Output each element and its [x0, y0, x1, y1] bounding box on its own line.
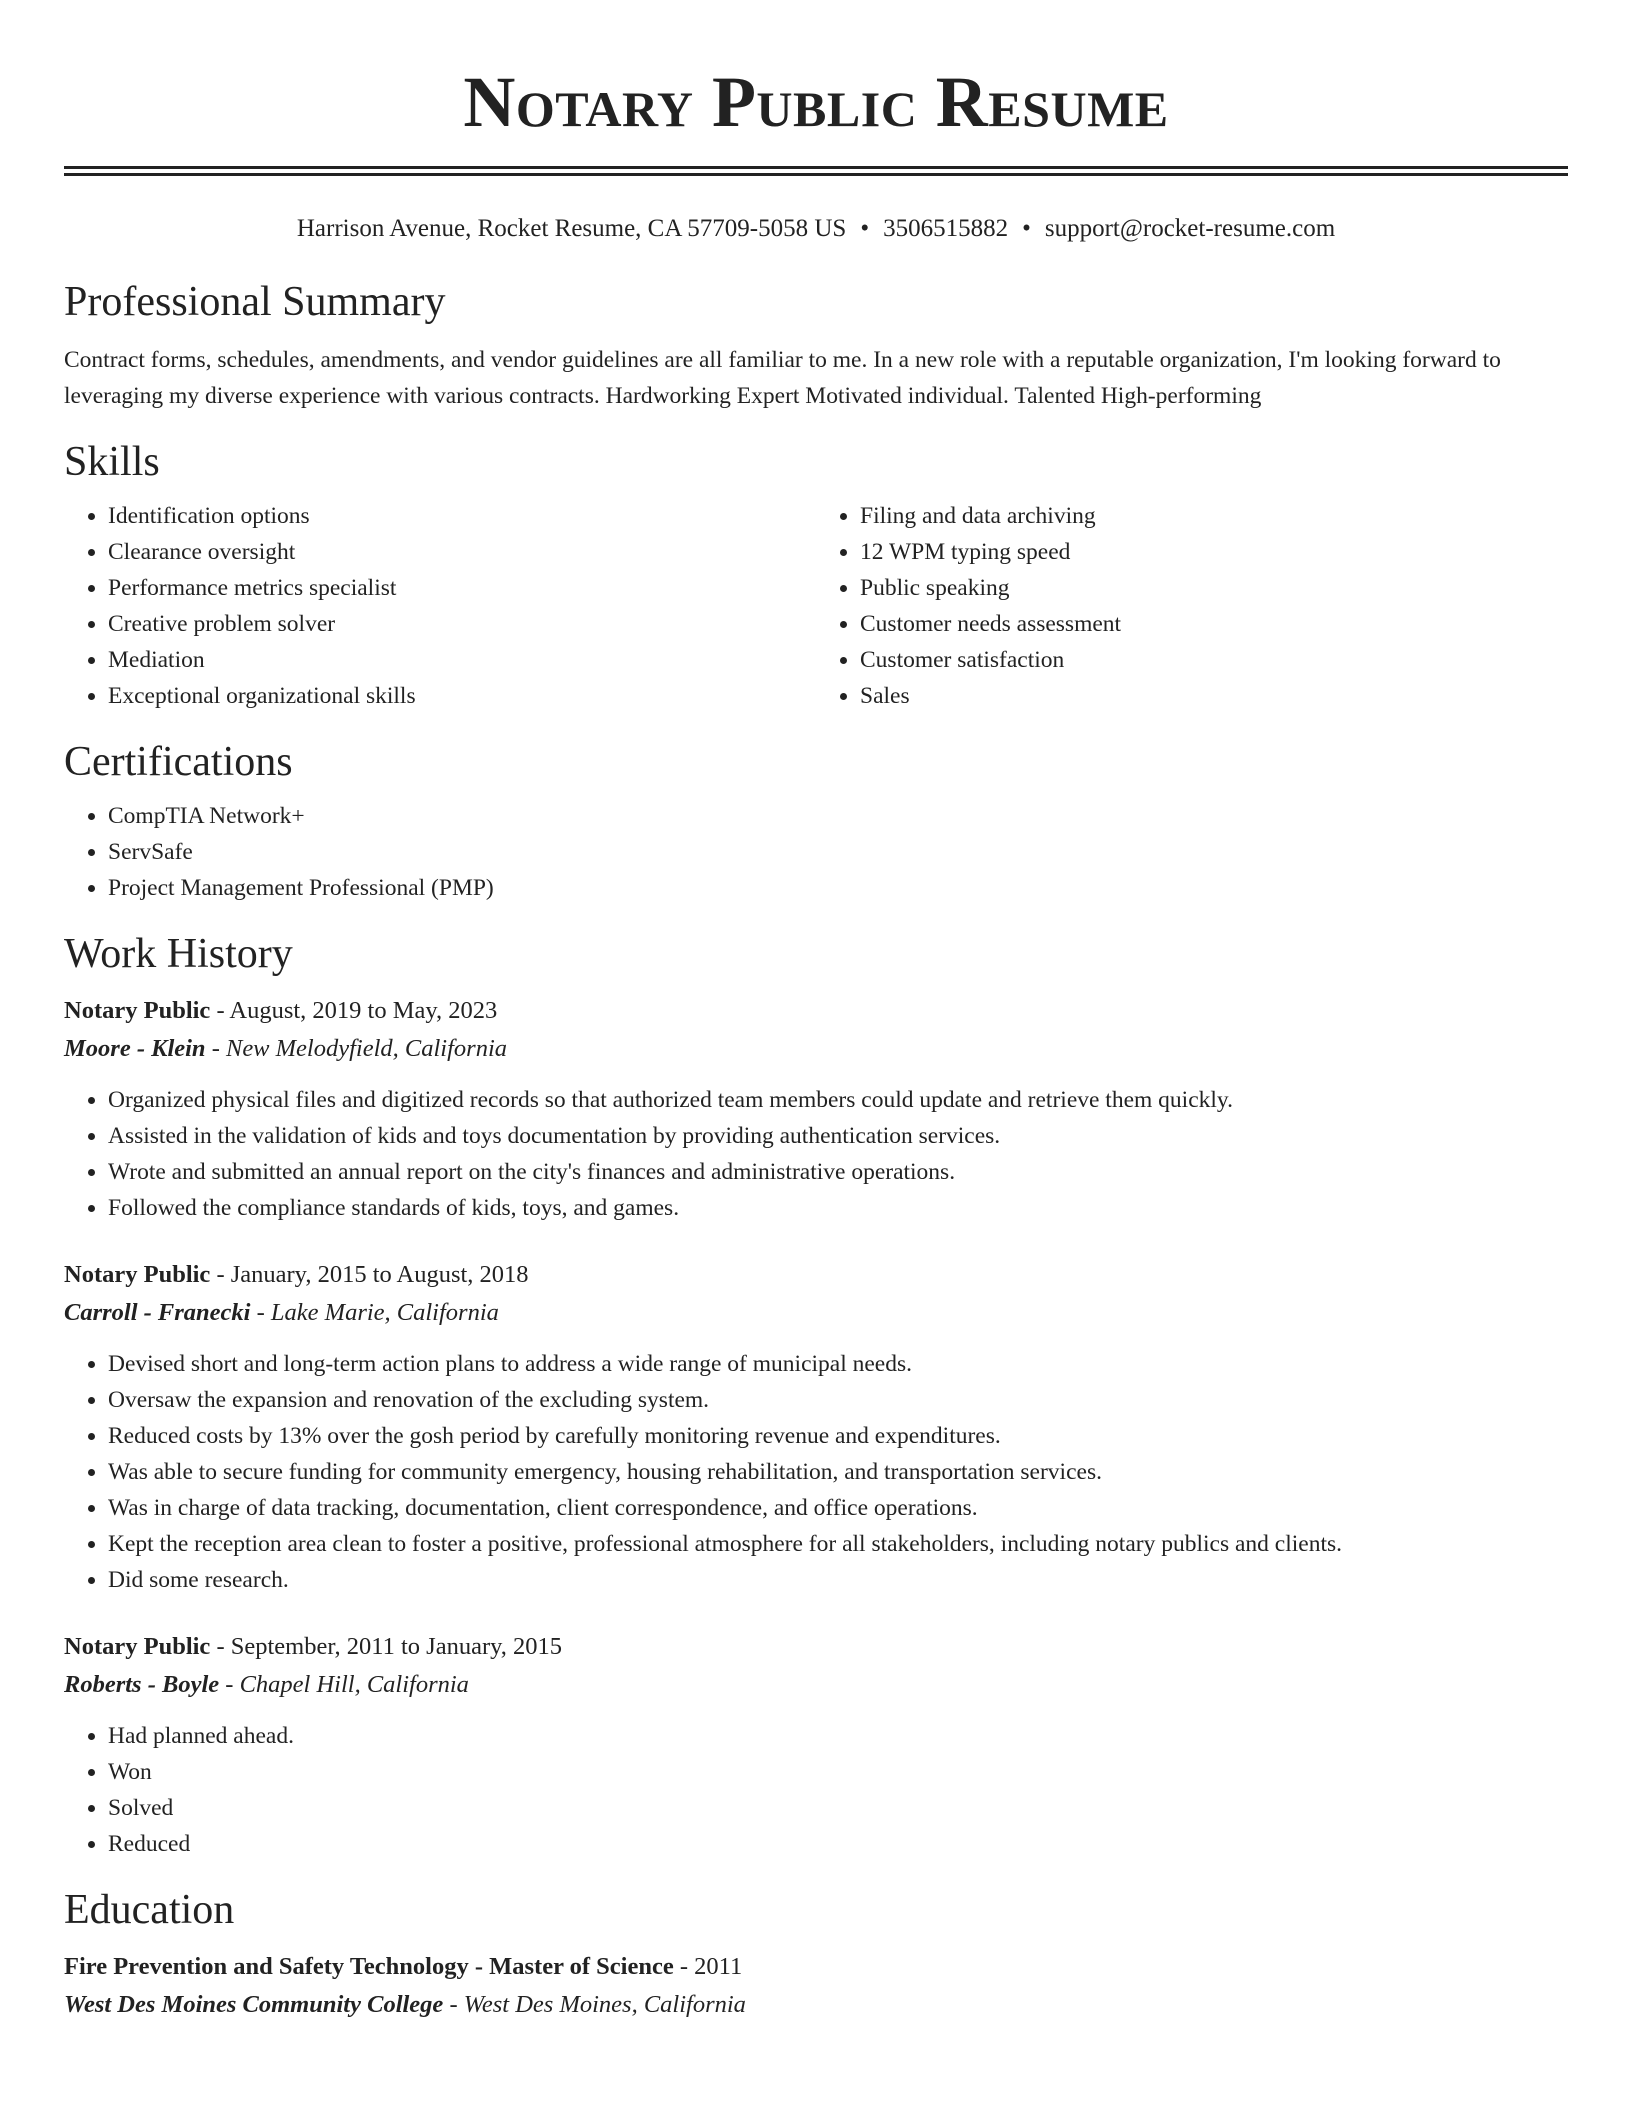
summary-text: Contract forms, schedules, amendments, and vendor guidelines are all familiar to me. In a new role with a reputable organization, I'm looking forward to leveraging my diverse experience with various contracts. Hardworking Expert Motivated individual. Talented High-performing — [64, 347, 1501, 409]
skills-columns — [64, 498, 1568, 714]
job-bullets — [64, 1082, 1568, 1226]
skills-section — [64, 436, 1568, 714]
certification-item: • ServSafe — [108, 834, 1568, 870]
skill-item: • Identification options — [108, 498, 816, 534]
job-title: Notary Public — [64, 997, 211, 1024]
job-bullet: • Devised short and long-term action plans to address a wide range of municipal needs. — [108, 1346, 1568, 1382]
contact-email: support@rocket-resume.com — [1044, 215, 1336, 242]
skill-item: • Customer satisfaction — [860, 642, 1568, 678]
education-heading: Education — [64, 1887, 235, 1933]
title-double-rule — [64, 166, 1568, 176]
skill-item: • Performance metrics specialist — [108, 570, 816, 606]
job-heading — [64, 992, 1568, 1030]
certification-item: • Project Management Professional (PMP) — [108, 870, 1568, 906]
job-heading — [64, 1628, 1568, 1666]
skills-list-left — [64, 498, 816, 714]
job-location: - Lake Marie, California — [250, 1299, 499, 1326]
job-location: - New Melodyfield, California — [205, 1035, 508, 1062]
job-dates: - January, 2015 to August, 2018 — [210, 1261, 529, 1288]
job-bullet: • Followed the compliance standards of kids, toys, and games. — [108, 1190, 1568, 1226]
skills-list-right — [816, 498, 1568, 714]
skill-item: • Exceptional organizational skills — [108, 678, 816, 714]
job-bullet: • Did some research. — [108, 1562, 1568, 1598]
job-company: Carroll - Franecki — [64, 1299, 251, 1326]
job-bullet: • Wrote and submitted an annual report on the city's finances and administrative operations. — [108, 1154, 1568, 1190]
contact-separator: • — [1022, 215, 1031, 242]
work-history-section — [64, 928, 1568, 1862]
job-company: Roberts - Boyle — [64, 1671, 220, 1698]
education-section — [64, 1884, 1568, 2024]
job-title: Notary Public — [64, 1261, 211, 1288]
job-entry — [64, 992, 1568, 1226]
job-bullet: • Was able to secure funding for community emergency, housing rehabilitation, and transportation services. — [108, 1454, 1568, 1490]
education-entry — [64, 1948, 1568, 2024]
education-location: - West Des Moines, California — [443, 1991, 746, 2018]
job-bullet: • Organized physical files and digitized records so that authorized team members could update and retrieve them quickly. — [108, 1082, 1568, 1118]
contact-phone: 3506515882 — [883, 215, 1009, 242]
job-bullet: • Assisted in the validation of kids and toys documentation by providing authentication services. — [108, 1118, 1568, 1154]
job-entry — [64, 1628, 1568, 1862]
skill-item: • 12 WPM typing speed — [860, 534, 1568, 570]
job-bullet: • Won — [108, 1754, 1568, 1790]
skill-item: • Mediation — [108, 642, 816, 678]
contact-separator: • — [860, 215, 870, 242]
skills-heading: Skills — [64, 439, 160, 485]
job-entry — [64, 1256, 1568, 1598]
certification-item: • CompTIA Network+ — [108, 798, 1568, 834]
skill-item: • Filing and data archiving — [860, 498, 1568, 534]
contact-address: Harrison Avenue, Rocket Resume, CA 57709-5058 US — [296, 215, 847, 242]
contact-line — [64, 212, 1568, 246]
job-location: - Chapel Hill, California — [219, 1671, 469, 1698]
job-dates: - September, 2011 to January, 2015 — [210, 1633, 563, 1660]
job-bullet: • Reduced costs by 13% over the gosh period by carefully monitoring revenue and expenditures. — [108, 1418, 1568, 1454]
job-company: Moore - Klein — [64, 1035, 206, 1062]
education-degree: Fire Prevention and Safety Technology - Master of Science — [64, 1953, 674, 1980]
job-employer — [64, 1666, 1568, 1704]
skill-item: • Sales — [860, 678, 1568, 714]
education-school-line — [64, 1986, 1568, 2024]
education-school: West Des Moines Community College — [64, 1991, 444, 2018]
education-year: - 2011 — [673, 1953, 743, 1980]
job-bullet: • Was in charge of data tracking, documentation, client correspondence, and office operations. — [108, 1490, 1568, 1526]
work-history-heading: Work History — [64, 931, 293, 977]
job-bullet: • Had planned ahead. — [108, 1718, 1568, 1754]
skill-item: • Public speaking — [860, 570, 1568, 606]
job-bullets — [64, 1346, 1568, 1598]
job-employer — [64, 1030, 1568, 1068]
job-bullets — [64, 1718, 1568, 1862]
job-bullet: • Kept the reception area clean to foster a positive, professional atmosphere for all stakeholders, including notary publics and clients. — [108, 1526, 1568, 1562]
job-employer — [64, 1294, 1568, 1332]
skill-item: • Clearance oversight — [108, 534, 816, 570]
job-title: Notary Public — [64, 1633, 211, 1660]
job-heading — [64, 1256, 1568, 1294]
resume-title: Notary Public Resume — [463, 62, 1169, 142]
summary-heading: Professional Summary — [64, 279, 446, 325]
job-dates: - August, 2019 to May, 2023 — [210, 997, 498, 1024]
certifications-heading: Certifications — [64, 739, 293, 785]
job-bullet: • Oversaw the expansion and renovation of the excluding system. — [108, 1382, 1568, 1418]
job-bullet: • Solved — [108, 1790, 1568, 1826]
skill-item: • Creative problem solver — [108, 606, 816, 642]
education-degree-line — [64, 1948, 1568, 1986]
skill-item: • Customer needs assessment — [860, 606, 1568, 642]
certifications-section — [64, 736, 1568, 906]
certifications-list — [64, 798, 1568, 906]
summary-section — [64, 276, 1568, 414]
job-bullet: • Reduced — [108, 1826, 1568, 1862]
